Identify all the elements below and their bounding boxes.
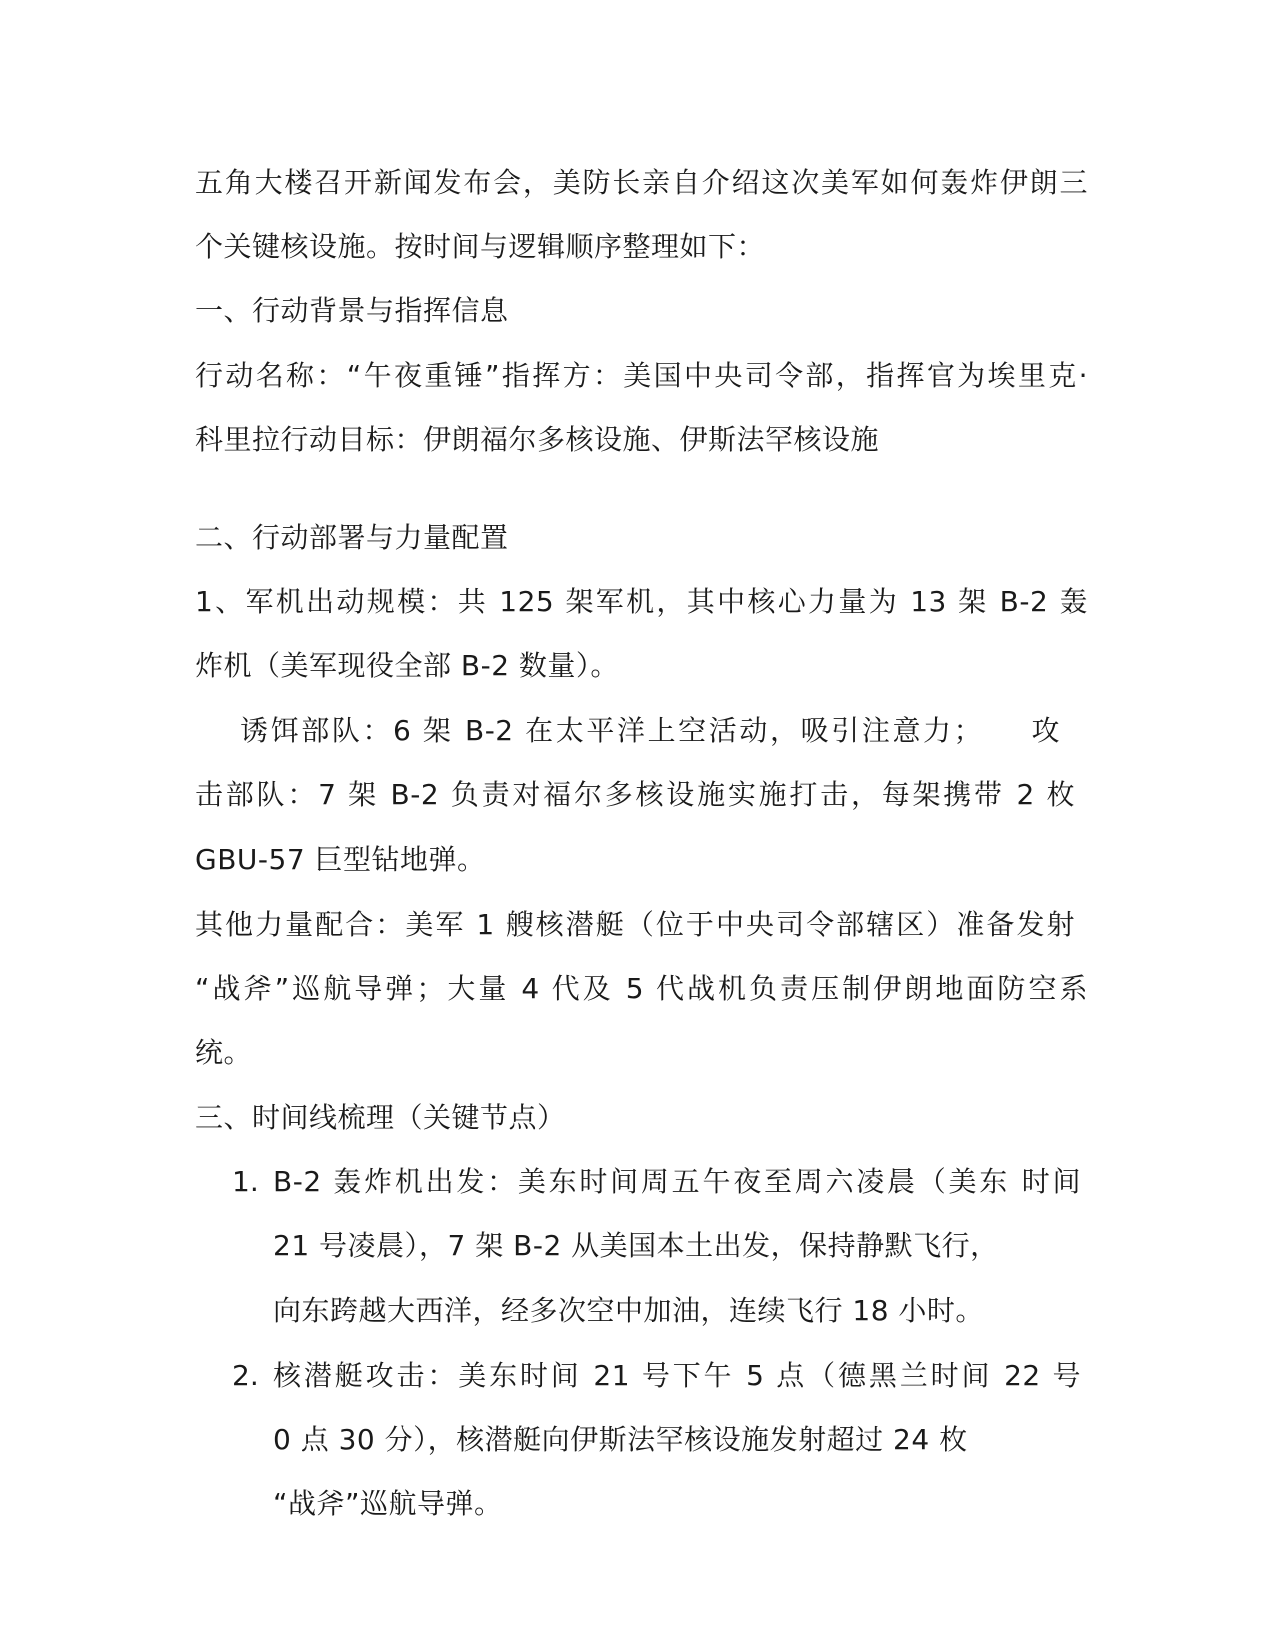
list-item-2-marker: 2.: [232, 1359, 259, 1392]
list-item-1-marker: 1.: [232, 1165, 259, 1198]
list-item-2-line-3: “战斧”巡航导弹。: [273, 1487, 503, 1520]
section-2-para-2-line-2: 击部队：7 架 B-2 负责对福尔多核设施实施打击，每架携带 2 枚: [195, 778, 1075, 811]
intro-line-1: 五角大楼召开新闻发布会，美防长亲自介绍这次美军如何轰炸伊朗三: [195, 166, 1088, 199]
section-2-para-3-line-1: 其他力量配合：美军 1 艘核潜艇（位于中央司令部辖区）准备发射: [195, 908, 1075, 941]
list-item-1-line-3: 向东跨越大西洋，经多次空中加油，连续飞行 18 小时。: [273, 1294, 984, 1327]
intro-line-2: 个关键核设施。按时间与逻辑顺序整理如下：: [195, 230, 766, 263]
section-3-heading: 三、时间线梳理（关键节点）: [195, 1101, 566, 1134]
section-1-line-2: 科里拉行动目标：伊朗福尔多核设施、伊斯法罕核设施: [195, 423, 880, 456]
section-2-para-2-line-1: 诱饵部队：6 架 B-2 在太平洋上空活动，吸引注意力； 攻: [240, 714, 1060, 747]
section-2-para-1-line-1: 1、军机出动规模：共 125 架军机，其中核心力量为 13 架 B-2 轰: [195, 585, 1088, 618]
list-item-2-line-2: 0 点 30 分），核潜艇向伊斯法罕核设施发射超过 24 枚: [273, 1423, 968, 1456]
section-2-para-1-line-2: 炸机（美军现役全部 B-2 数量）。: [195, 649, 619, 682]
list-item-2-line-1: 核潜艇攻击：美东时间 21 号下午 5 点（德黑兰时间 22 号: [273, 1359, 1081, 1392]
section-1-heading: 一、行动背景与指挥信息: [195, 294, 509, 327]
list-item-1-line-1: B-2 轰炸机出发：美东时间周五午夜至周六凌晨（美东 时间: [273, 1165, 1081, 1198]
section-2-heading: 二、行动部署与力量配置: [195, 521, 509, 554]
section-2-para-2-line-3: GBU-57 巨型钻地弹。: [195, 843, 486, 876]
section-2-para-3-line-2: “战斧”巡航导弹；大量 4 代及 5 代战机负责压制伊朗地面防空系: [195, 972, 1088, 1005]
list-item-1-line-2: 21 号凌晨），7 架 B-2 从美国本土出发，保持静默飞行，: [273, 1229, 999, 1262]
section-1-line-1: 行动名称：“午夜重锤”指挥方：美国中央司令部，指挥官为埃里克·: [195, 359, 1088, 392]
section-2-para-3-line-3: 统。: [195, 1036, 253, 1069]
